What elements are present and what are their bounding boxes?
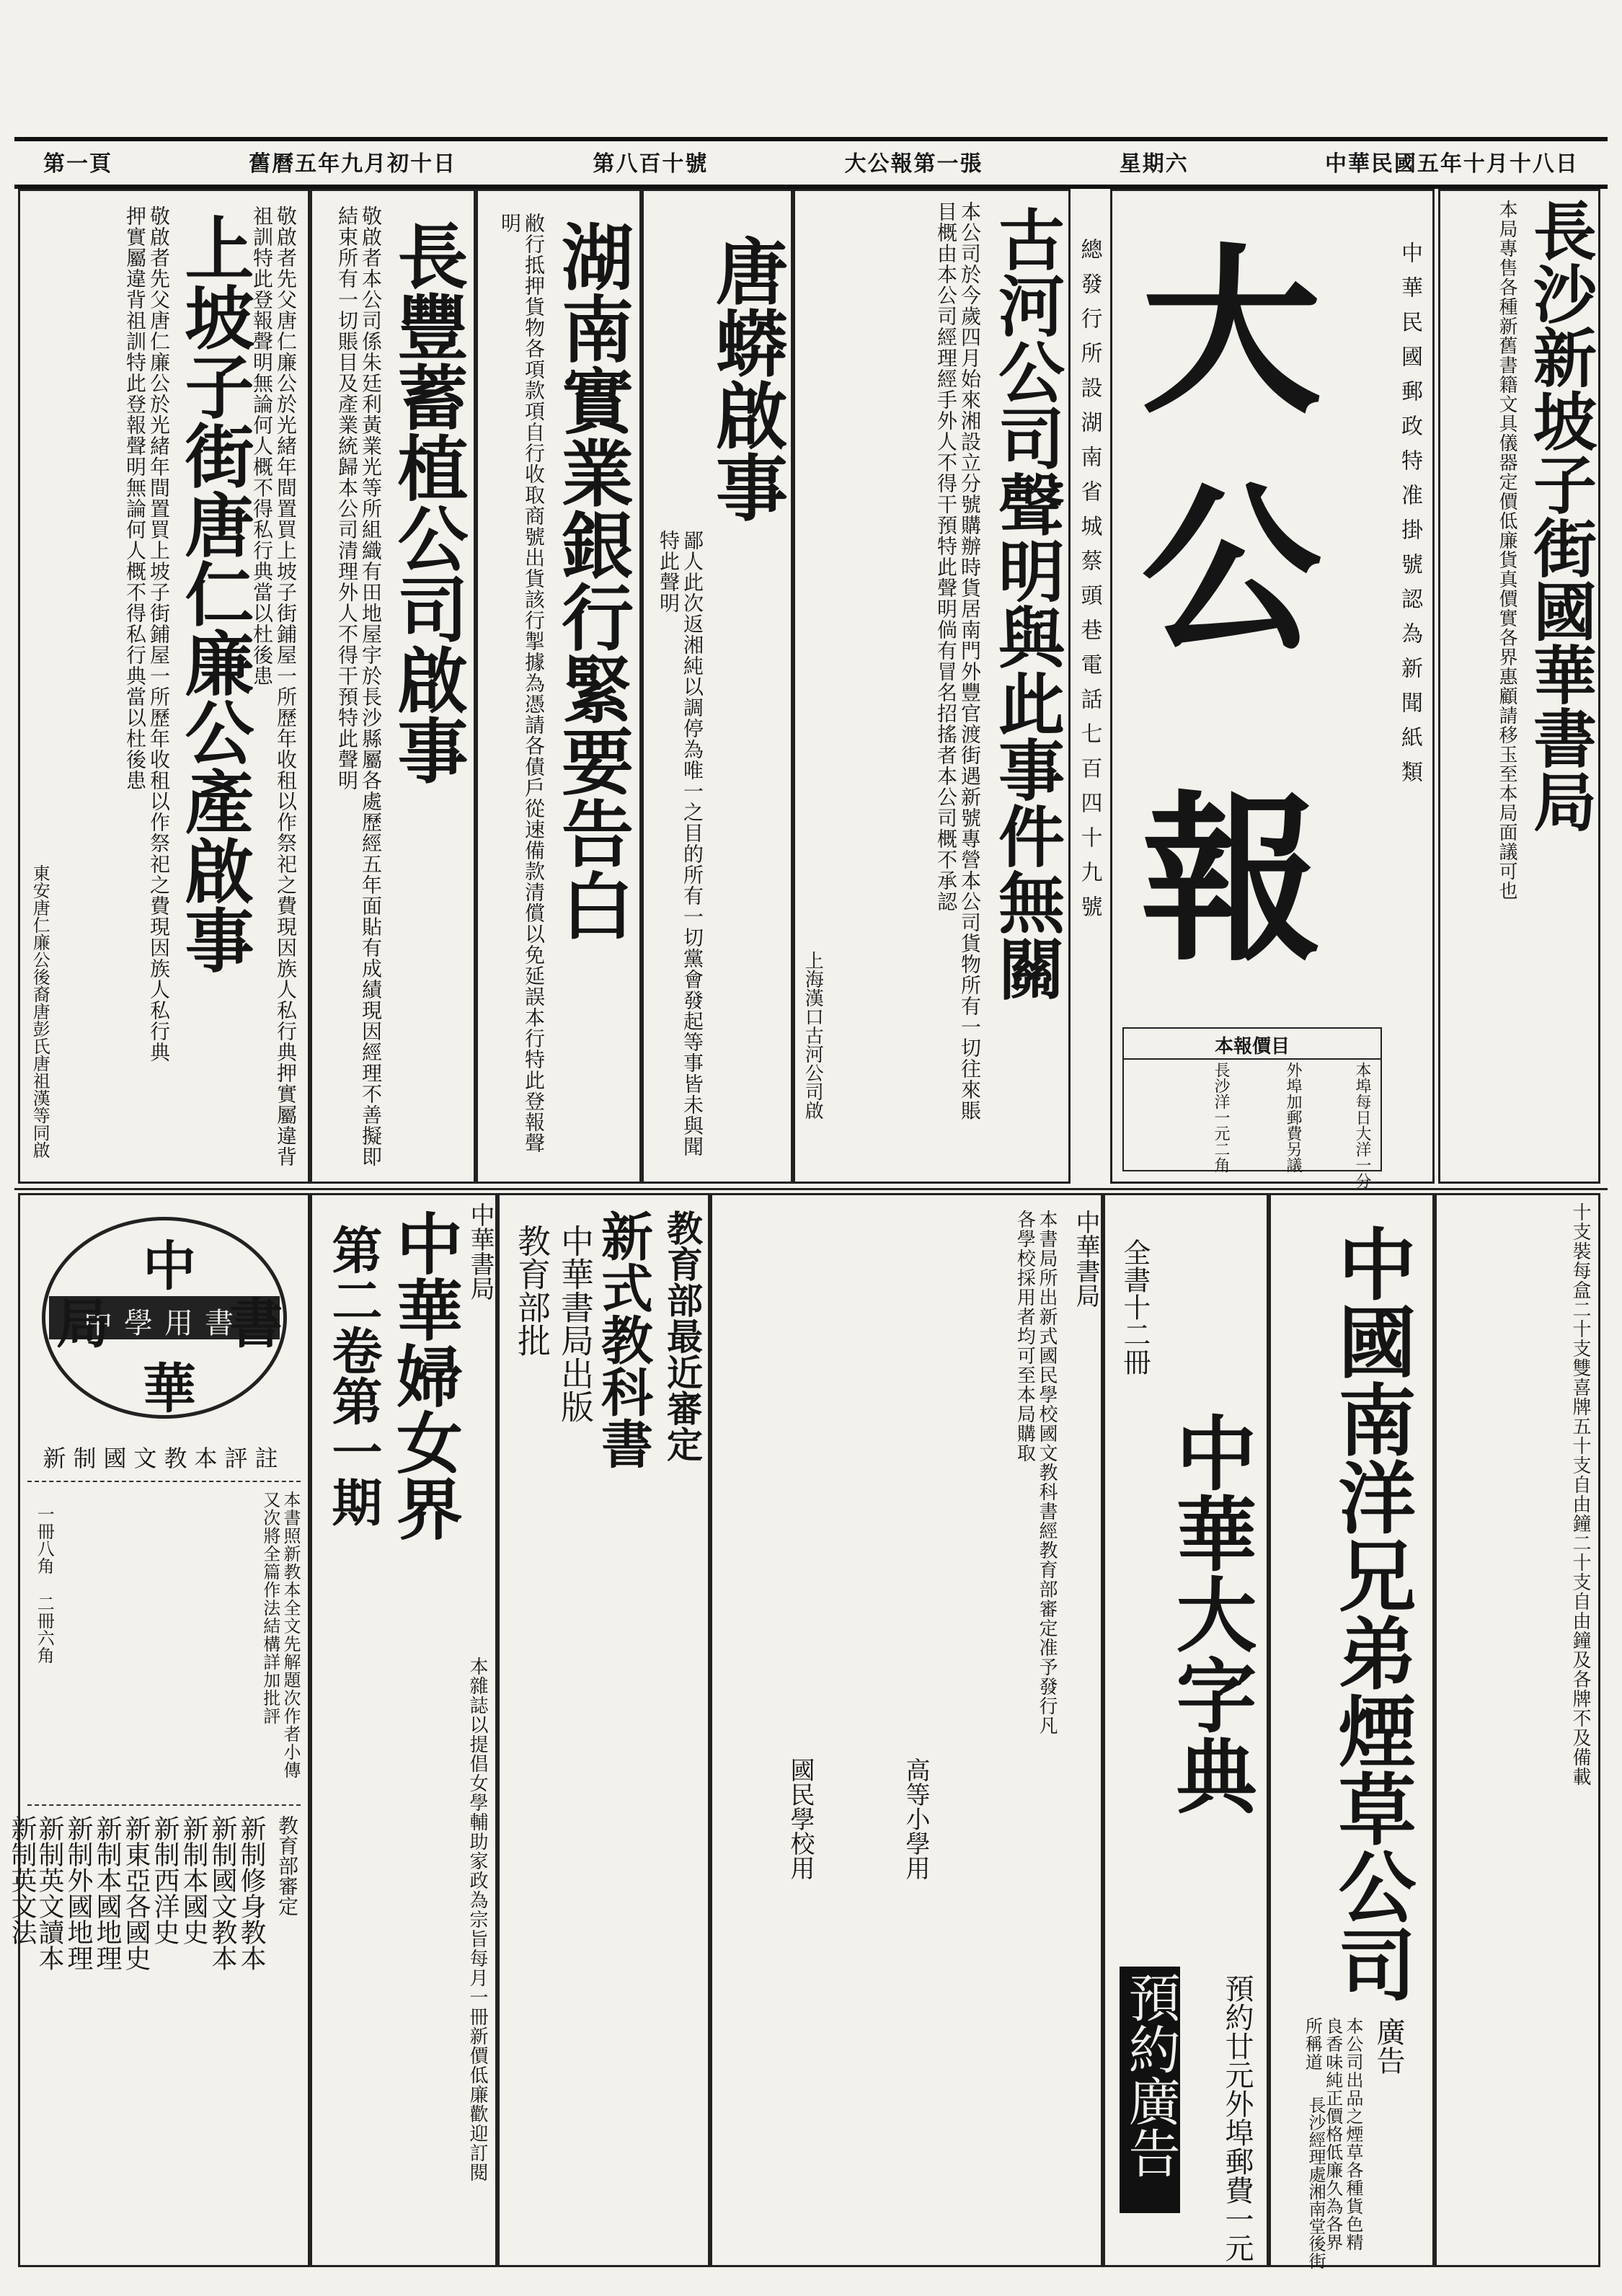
section-rule [14,1188,1608,1190]
ad-title: 教育部最近審定 [661,1210,704,1462]
ad-title: 湖南實業銀行緊要告白 [549,220,634,941]
ad-price: 一冊八角 二冊六角 [34,1505,55,1664]
ad-title: 中國南洋兄弟煙草公司 [1325,1224,1416,2003]
ad-body: 鄙人此次返湘純以調停為唯一之目的所有一切黨會發起等事皆未與聞特此聲明 [656,530,704,1157]
list-item: 新制英文讀本 [35,1815,64,1971]
ad-headline: 新式教科書 [593,1210,654,1469]
list-item: 新制英文法 [7,1815,37,1945]
ad-title: 唐蟒啟事 [704,234,789,523]
list-item: 新制本國地理 [92,1815,122,1971]
list-title: 國民學校用 [786,1758,815,1880]
ad-body-a: 敬啟者先父唐仁廉公於光緒年間置買上坡子街鋪屋一所歷年收租以作祭祀之費現因族人私行典押實屬違背祖訓特此登報聲明無論何人概不得私行典當以杜後患 [249,205,298,1167]
ad-publisher: 中華書局出版 [556,1224,595,1423]
list-title: 新制國文教本評註 [43,1445,285,1472]
list-item: 新制修身教本 [236,1815,266,1971]
dashed-rule [27,1804,301,1806]
list-item: 新制國文教本 [208,1815,237,1971]
ad-body: 本公司於今歲四月始來湘設立分號購辦時貨居南門外豐官渡街遇新號專營本公司貨物所有一切往來賬目概由本公司經理經手外人不得干預特此聲明倘有冒名招搖者本公司概不承認 [934,201,982,1121]
dateline-item: 星期六 [1119,151,1189,177]
ad-title: 長沙新坡子街國華書局 [1523,198,1598,833]
ad-zhonghua-left [7,1193,310,2267]
masthead-char: 報 [1141,774,1321,985]
dateline-item: 第八百十號 [593,151,709,177]
price-box [1122,1027,1382,1189]
ad-issue: 第二卷第一期 [324,1224,384,1527]
ad-title: 中華婦女界 [386,1210,464,1541]
left-edge-ad [1438,189,1600,1184]
registration-line-2: 總發行所設湖南省城蔡頭巷電話七百四十九號 [1076,238,1102,930]
list2-title: 高等小學用 [901,1758,930,1880]
masthead-char: 大 [1141,226,1321,438]
list-item: 新東亞各國史 [121,1815,151,1971]
ad-subtitle: 廣告 [1372,2017,1405,2075]
price-title: 本報價目 [1124,1032,1381,1060]
masthead-char: 公 [1141,464,1321,675]
ad-kicker: 中華書局 [1071,1210,1100,1308]
ad-hunan-bank [476,189,642,1184]
list-title-2: 教育部審定 [275,1815,299,1916]
ad-zidian [1103,1193,1269,2267]
logo-char: 華 [143,1358,196,1420]
price-line: 外埠加郵費另議 [1284,1062,1302,1173]
ad-body-b: 敬啟者先父唐仁廉公於光緒年間置買上坡子街鋪屋一所歷年收租以作祭祀之費現因族人私行典押實屬違背祖訓特此登報聲明無論何人概不得私行典當以杜後患 [123,205,171,1063]
ad-body: 本公司出品之煙草各種貨色精良香味純正價格低廉久為各界所稱道 [1302,2017,1363,2251]
ad-jiaokeshu-head [497,1193,710,2267]
dateline-item: 第一頁 [43,151,112,177]
ad-addr: 長沙經理處湘南堂後街 [1306,2096,1326,2269]
logo-char: 書 [229,1293,283,1355]
logo-char: 局 [56,1293,110,1355]
registration-line: 中華民國郵政特准掛號認為新聞紙類 [1397,241,1422,795]
list-item: 新制本國史 [179,1815,208,1945]
ad-guhe [793,189,1071,1184]
masthead [1110,189,1435,1189]
ad-body: 本書照新教本全文先解題次作者小傳又次將全篇作法結構詳加批評 [260,1491,301,1779]
logo-char: 中 [143,1236,196,1298]
ad-nanyang [1269,1193,1435,2267]
ad-side: 全書十二冊 [1118,1238,1151,1375]
price-line: 長沙洋一元二角 [1212,1062,1230,1173]
dateline-item: 中華民國五年十月十八日 [1324,151,1579,177]
dateline [43,141,1579,182]
ad-sub: 十支裝每盒二十支雙喜牌五十支自由鐘二十支自由鐘及各牌不及備載 [1569,1202,1591,1786]
list-item: 新制外國地理 [63,1815,93,1971]
dateline-item: 大公報第一張 [844,151,983,177]
ad-body: 敬啟者本公司係朱廷利黃業光等所組織有田地屋宇於長沙縣屬各處歷經五年面貼有成績現因經理不善擬即結束所有一切賬目及產業統歸本公司清理外人不得干預特此聲明 [334,205,383,1167]
ad-sign: 上海漢口古河公司啟 [802,951,824,1120]
dateline-item: 舊曆五年九月初十日 [249,151,457,177]
ad-price: 預約廿元外埠郵費一元 [1220,1974,1254,2262]
ad-title: 中華大字典 [1163,1411,1257,1815]
ad-body: 本雜誌以提倡女學輔助家政為宗旨每月一冊新價低廉歡迎訂閱 [466,1657,488,2182]
ad-body: 本書局所出新式國民學校國文教科書經教育部審定准予發行凡各學校採用者均可至本局購取 [1014,1210,1058,1735]
ad-body: 敝行抵押貨物各項款項自行收取商號出貨該行掣據為憑請各債戶從速備款清償以免延誤本行特此登報聲明 [497,213,546,1153]
ad-title: 古河公司聲明與此事件無關 [988,205,1065,1001]
ad-sign: 東安唐仁廉公後裔唐彭氏唐祖漢等同啟 [30,864,50,1158]
price-line: 本埠每日大洋一分 [1353,1062,1371,1189]
dashed-rule [27,1481,301,1482]
ad-funujie [310,1193,497,2267]
ad-title: 上坡子街唐仁廉公產啟事 [174,213,255,974]
ad-body: 本局專售各種新舊書籍文具儀器定價低廉貨真價實各界惠顧請移玉至本局面議可也 [1496,200,1517,900]
ad-title: 長豐蓄植公司啟事 [386,220,469,785]
ad-shangpozi [18,189,310,1184]
list-item: 新制西洋史 [150,1815,180,1945]
ad-badge: 預約廣告 [1120,1967,1180,2213]
ad-approved: 教育部批 [513,1224,551,1357]
ad-kicker: 中華書局 [466,1202,495,1300]
ad-changfeng [310,189,476,1184]
ad-tanglin [642,189,793,1184]
logo-band-text: 中學用書 [84,1307,245,1340]
ad-jiaokeshu [710,1193,1103,2267]
ad-nanyang-sub [1435,1193,1600,2267]
